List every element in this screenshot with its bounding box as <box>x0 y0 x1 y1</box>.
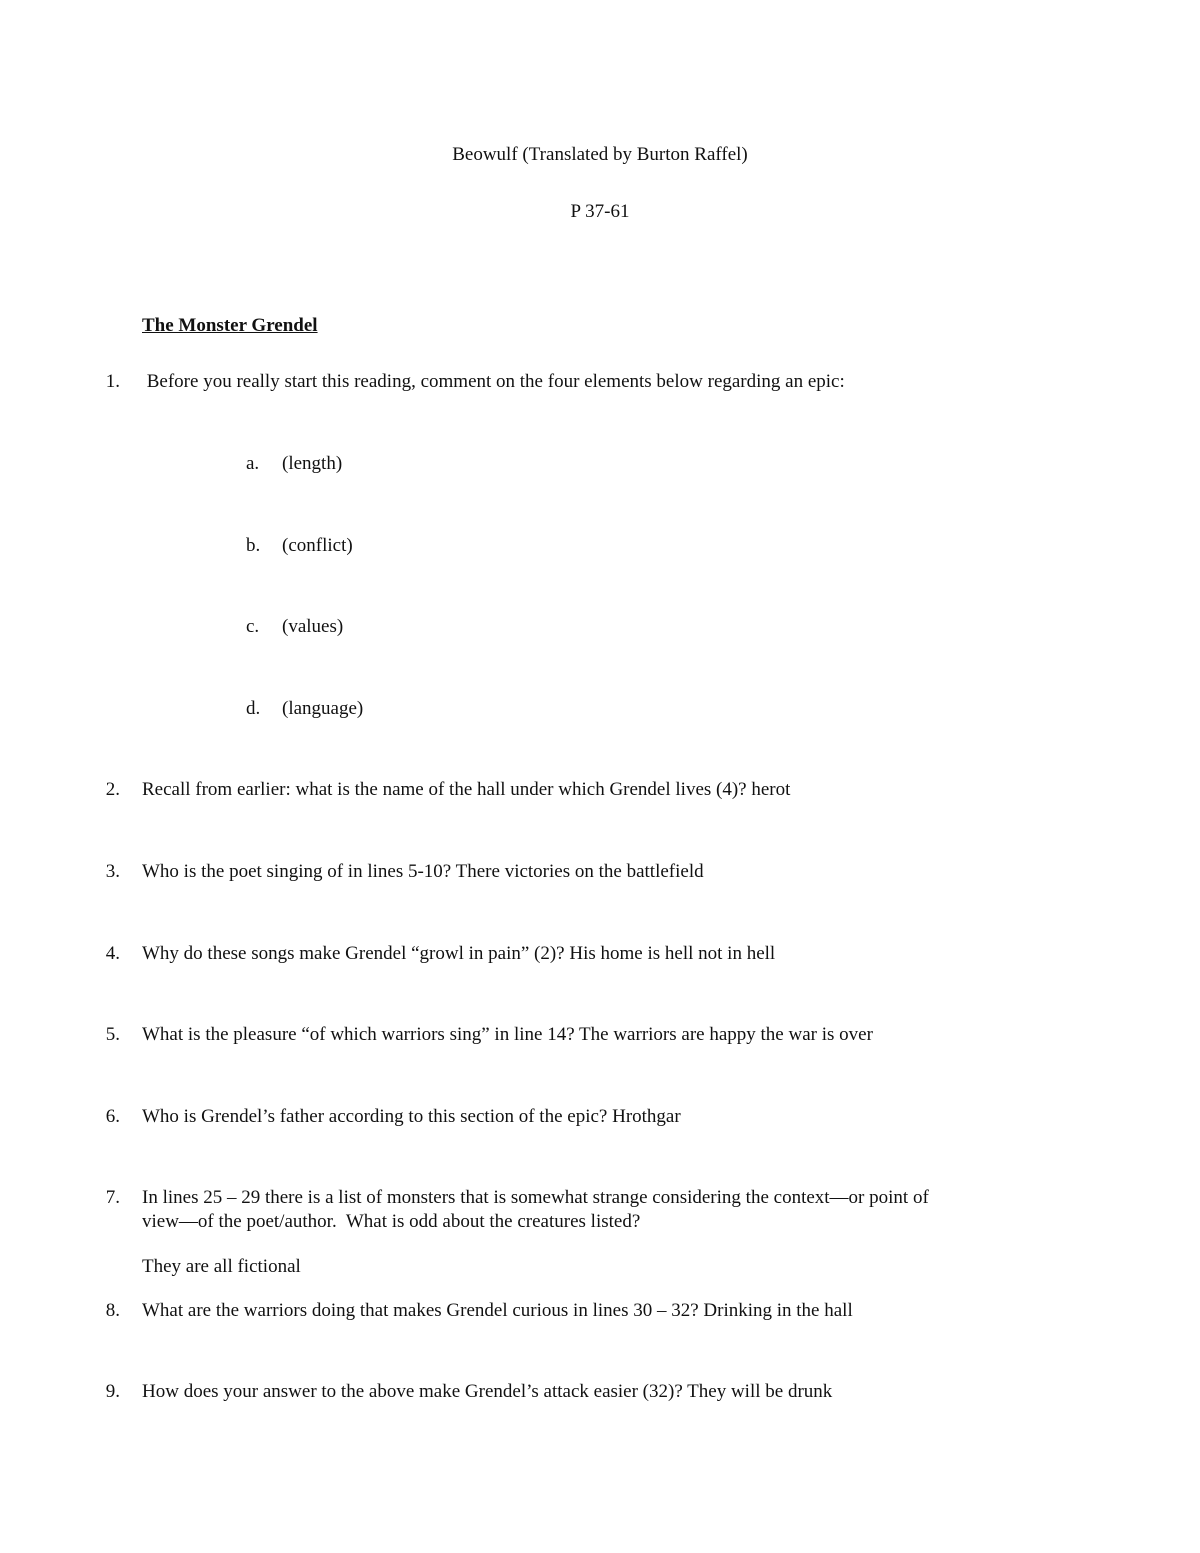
sub-item-text: (conflict) <box>282 535 353 556</box>
question-number: 3. <box>105 861 120 882</box>
sub-item-text: (values) <box>282 616 344 637</box>
question-number: 7. <box>105 1187 120 1208</box>
sub-item-letter: b. <box>246 535 261 556</box>
question-number: 8. <box>105 1300 120 1321</box>
question-text: Before you really start this reading, comment on the four elements below regarding an epic: <box>142 371 845 392</box>
question-number: 9. <box>105 1381 120 1402</box>
sub-item-letter: c. <box>246 616 260 637</box>
question-number: 1. <box>105 371 120 392</box>
question-number: 6. <box>105 1106 120 1127</box>
question-number: 2. <box>105 779 120 800</box>
document-title: Beowulf (Translated by Burton Raffel) <box>452 144 748 165</box>
question-text: Who is Grendel’s father according to this section of the epic? Hrothgar <box>142 1106 681 1127</box>
question-text-line-1: In lines 25 – 29 there is a list of monsters that is somewhat strange considering the context—or point of <box>142 1187 929 1208</box>
question-number: 4. <box>105 943 120 964</box>
question-text: Recall from earlier: what is the name of the hall under which Grendel lives (4)? herot <box>142 779 791 800</box>
sub-item-text: (language) <box>282 698 364 719</box>
question-text: Why do these songs make Grendel “growl in pain” (2)? His home is hell not in hell <box>142 943 776 964</box>
question-answer: They are all fictional <box>142 1256 301 1277</box>
question-text: How does your answer to the above make Grendel’s attack easier (32)? They will be drunk <box>142 1381 833 1402</box>
question-number: 5. <box>105 1024 120 1045</box>
sub-item-letter: a. <box>246 453 260 474</box>
sub-item-letter: d. <box>246 698 261 719</box>
page-range: P 37-61 <box>570 201 630 222</box>
question-text: What are the warriors doing that makes Grendel curious in lines 30 – 32? Drinking in the hall <box>142 1300 853 1321</box>
question-text: Who is the poet singing of in lines 5-10? There victories on the battlefield <box>142 861 704 882</box>
question-text-line-2: view—of the poet/author. What is odd about the creatures listed? <box>142 1211 641 1232</box>
section-heading: The Monster Grendel <box>142 315 318 336</box>
sub-item-text: (length) <box>282 453 343 474</box>
question-text: What is the pleasure “of which warriors sing” in line 14? The warriors are happy the war is over <box>142 1024 873 1045</box>
